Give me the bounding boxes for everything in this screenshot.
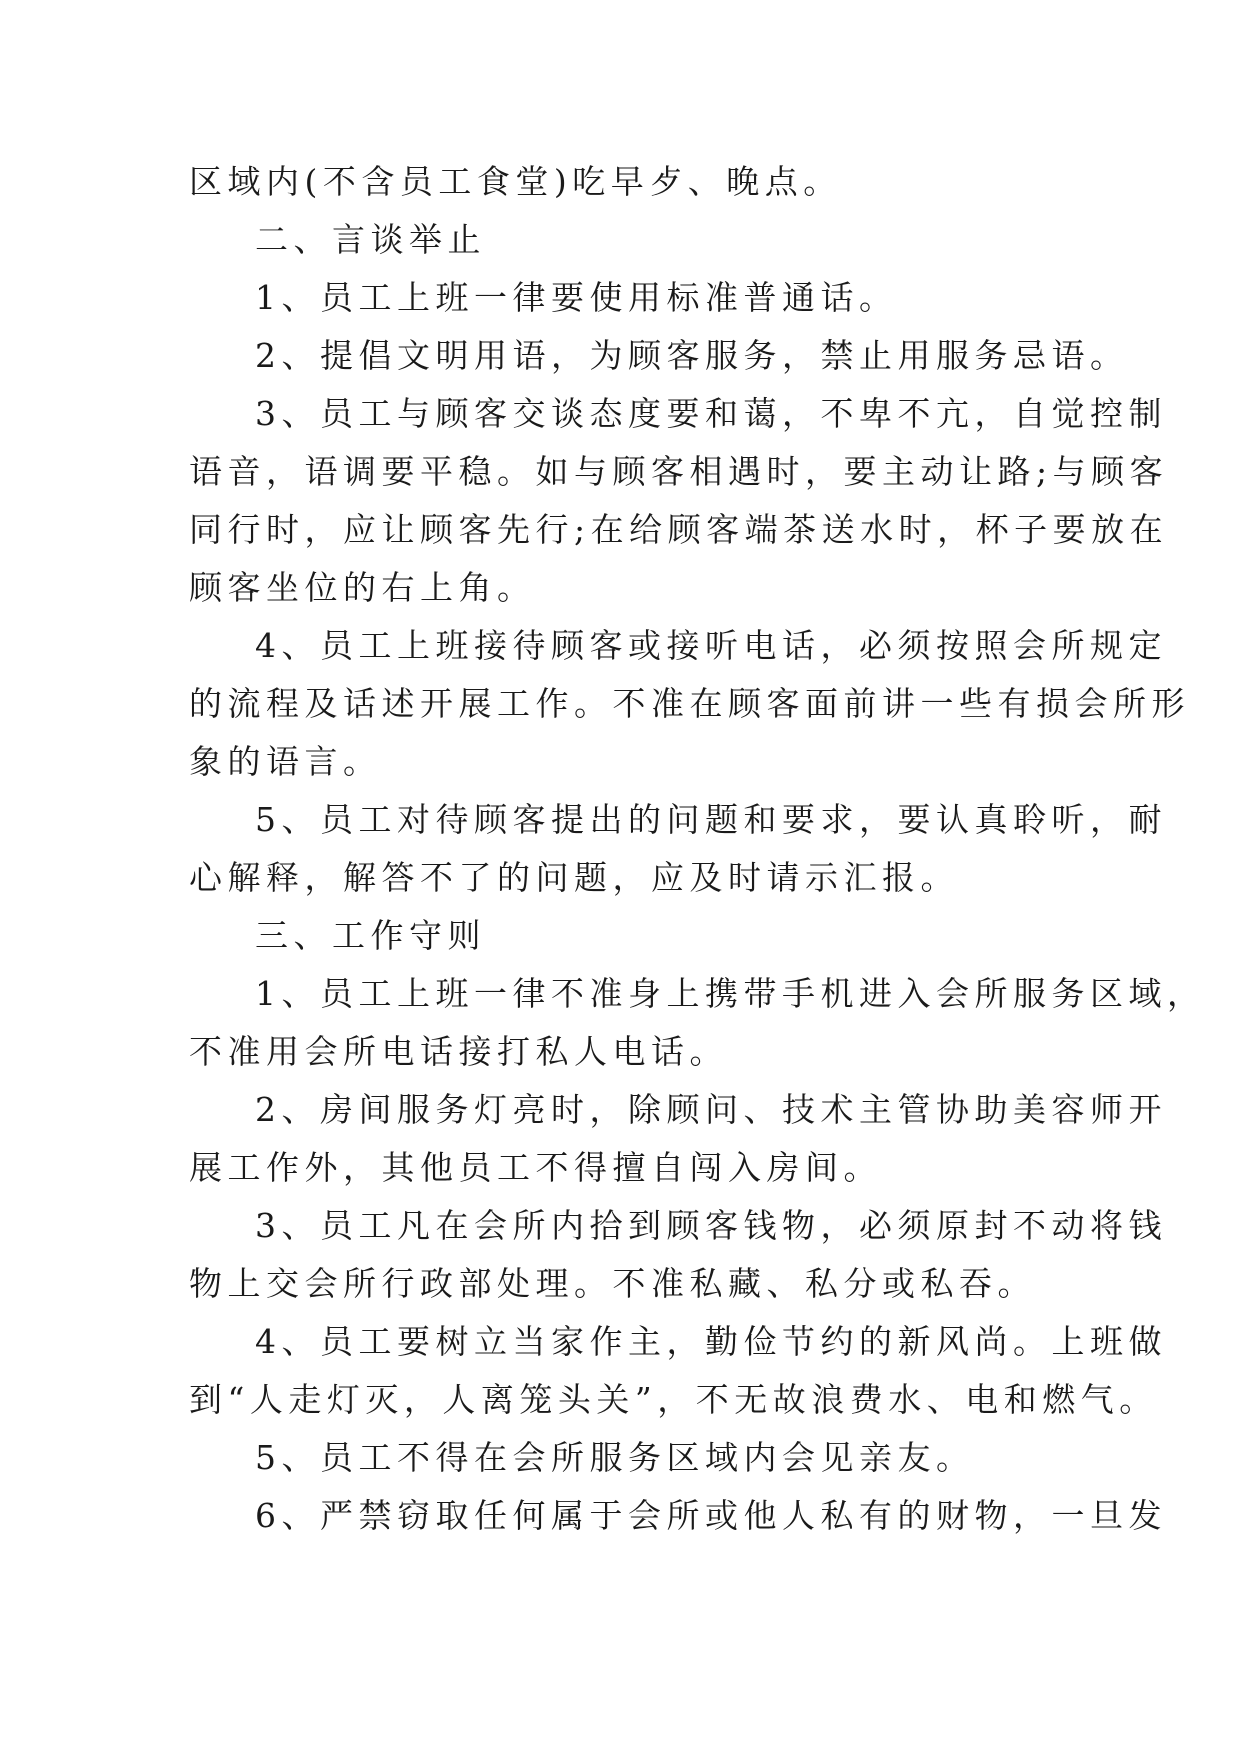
text-line: 二、言谈举止 (255, 220, 486, 259)
text-line: 语音，语调要平稳。如与顾客相遇时，要主动让路;与顾客 (189, 452, 1169, 491)
text-line: 6、严禁窃取任何属于会所或他人私有的财物，一旦发 (255, 1496, 1167, 1535)
text-line: 2、提倡文明用语，为顾客服务，禁止用服务忌语。 (255, 336, 1129, 375)
text-line: 物上交会所行政部处理。不准私藏、私分或私吞。 (189, 1264, 1036, 1303)
text-line: 展工作外，其他员工不得擅自闯入房间。 (189, 1148, 882, 1187)
text-line: 3、员工与顾客交谈态度要和蔼，不卑不亢，自觉控制 (255, 394, 1167, 433)
text-line: 4、员工上班接待顾客或接听电话，必须按照会所规定 (255, 626, 1167, 665)
text-line: 同行时，应让顾客先行;在给顾客端茶送水时，杯子要放在 (189, 510, 1169, 549)
text-line: 2、房间服务灯亮时，除顾问、技术主管协助美容师开 (255, 1090, 1167, 1129)
text-line: 顾客坐位的右上角。 (189, 568, 536, 607)
text-line: 5、员工对待顾客提出的问题和要求，要认真聆听，耐 (255, 800, 1167, 839)
text-line: 的流程及话述开展工作。不准在顾客面前讲一些有损会所形 (189, 684, 1190, 723)
text-line: 3、员工凡在会所内拾到顾客钱物，必须原封不动将钱 (255, 1206, 1167, 1245)
text-line: 心解释，解答不了的问题，应及时请示汇报。 (189, 858, 959, 897)
text-line: 1、员工上班一律不准身上携带手机进入会所服务区域， (255, 974, 1206, 1013)
document-body (189, 153, 1206, 1545)
text-line: 5、员工不得在会所服务区域内会见亲友。 (255, 1438, 975, 1477)
text-line: 象的语言。 (189, 742, 382, 781)
text-line: 区域内(不含员工食堂)吃早歺、晚点。 (189, 162, 842, 201)
text-line: 4、员工要树立当家作主，勤俭节约的新风尚。上班做 (255, 1322, 1167, 1361)
text-line: 不准用会所电话接打私人电话。 (189, 1032, 728, 1071)
text-line: 1、员工上班一律要使用标准普通话。 (255, 278, 898, 317)
text-line: 三、工作守则 (255, 916, 486, 955)
text-line: 到“人走灯灭，人离笼头关”，不无故浪费水、电和燃气。 (189, 1380, 1158, 1419)
